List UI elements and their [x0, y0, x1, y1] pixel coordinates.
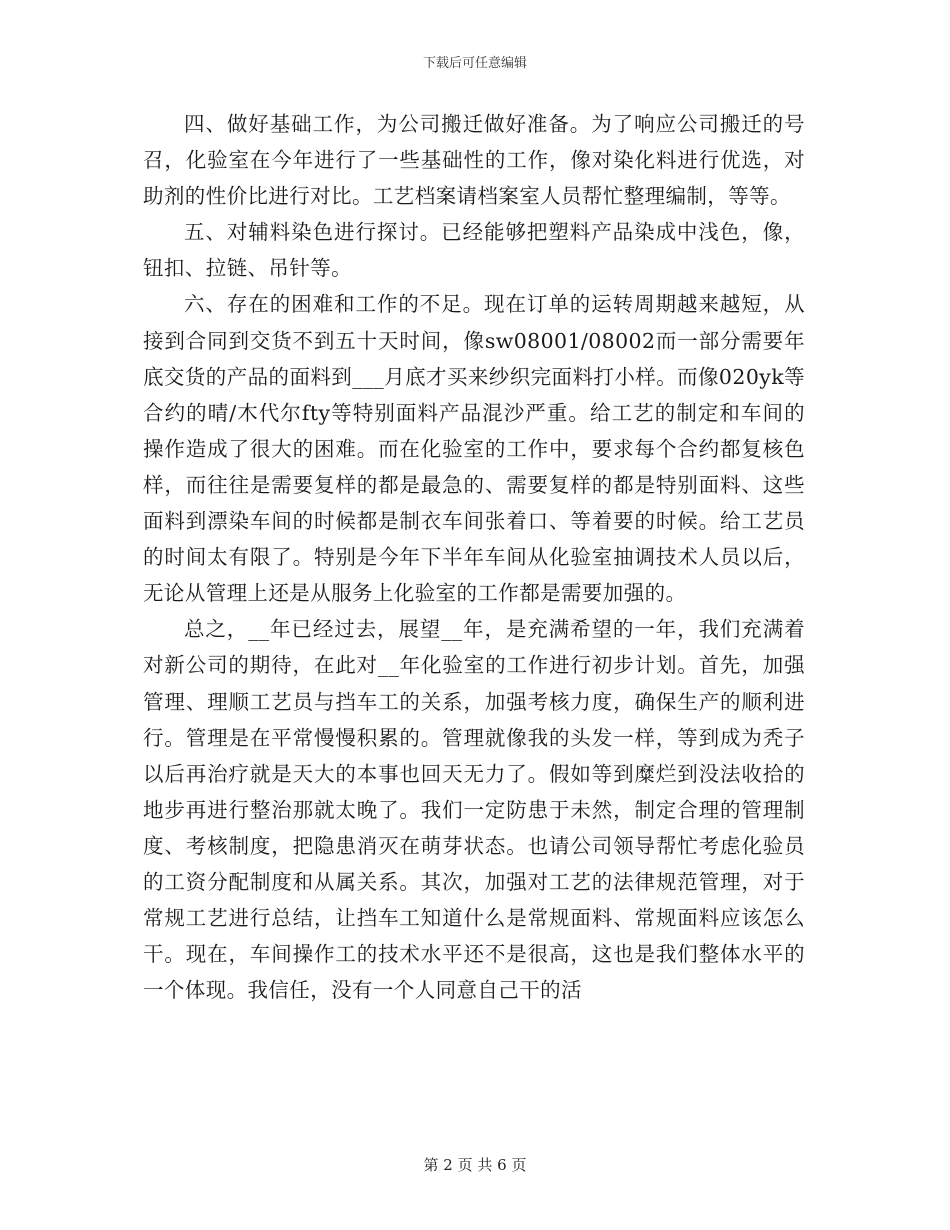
page-header: 下载后可任意编辑 — [422, 56, 527, 71]
paragraph-accessory-dyeing: 五、对辅料染色进行探讨。已经能够把塑料产品染成中浅色，像，钮扣、拉链、吊针等。 — [143, 220, 805, 281]
page-number-footer: 第 2 页 共 6 页 — [423, 1156, 527, 1174]
paragraph-infrastructure-work: 四、做好基础工作，为公司搬迁做好准备。为了响应公司搬迁的号召，化验室在今年进行了一些基础性的工作，像对染化料进行优选，对助剂的性价比进行对比。工艺档案请档案室人员帮忙整理编制，等等。 — [143, 112, 805, 209]
paragraph-summary-plan: 总之，__年已经过去，展望__年，是充满希望的一年，我们充满着对新公司的期待，在此对__年化验室的工作进行初步计划。首先，加强管理、理顺工艺员与挡车工的关系，加强考核力度，确保生产的顺利进行。管理是在平常慢慢积累的。管理就像我的头发一样，等到成为秃子以后再治疗就是天大的本事也回天无力了。假如等到糜烂到没法收拾的地步再进行整治那就太晚了。我们一定防患于未然，制定合理的管理制度、考核制度，把隐患消灭在萌芽状态。也请公司领导帮忙考虑化验员的工资分配制度和从属关系。其次，加强对工艺的法律规范管理，对于常规工艺进行总结，让挡车工知道什么是常规面料、常规面料应该怎么干。现在，车间操作工的技术水平还不是很高，这也是我们整体水平的一个体现。我信任，没有一个人同意自己干的活 — [143, 617, 805, 1003]
paragraph-difficulties: 六、存在的困难和工作的不足。现在订单的运转周期越来越短，从接到合同到交货不到五十天时间，像sw08001/08002而一部分需要年底交货的产品的面料到___月底才买来纱织完面料打小样。而像020yk等合约的晴/木代尔fty等特别面料产品混沙严重。给工艺的制定和车间的操作造成了很大的困难。而在化验室的工作中，要求每个合约都复核色样，而往往是需要复样的都是最急的、需要复样的都是特别面料、这些面料到漂染车间的时候都是制衣车间张着口、等着要的时候。给工艺员的时间太有限了。特别是今年下半年车间从化验室抽调技术人员以后，无论从管理上还是从服务上化验室的工作都是需要加强的。 — [143, 292, 805, 606]
document-body — [143, 106, 805, 1008]
